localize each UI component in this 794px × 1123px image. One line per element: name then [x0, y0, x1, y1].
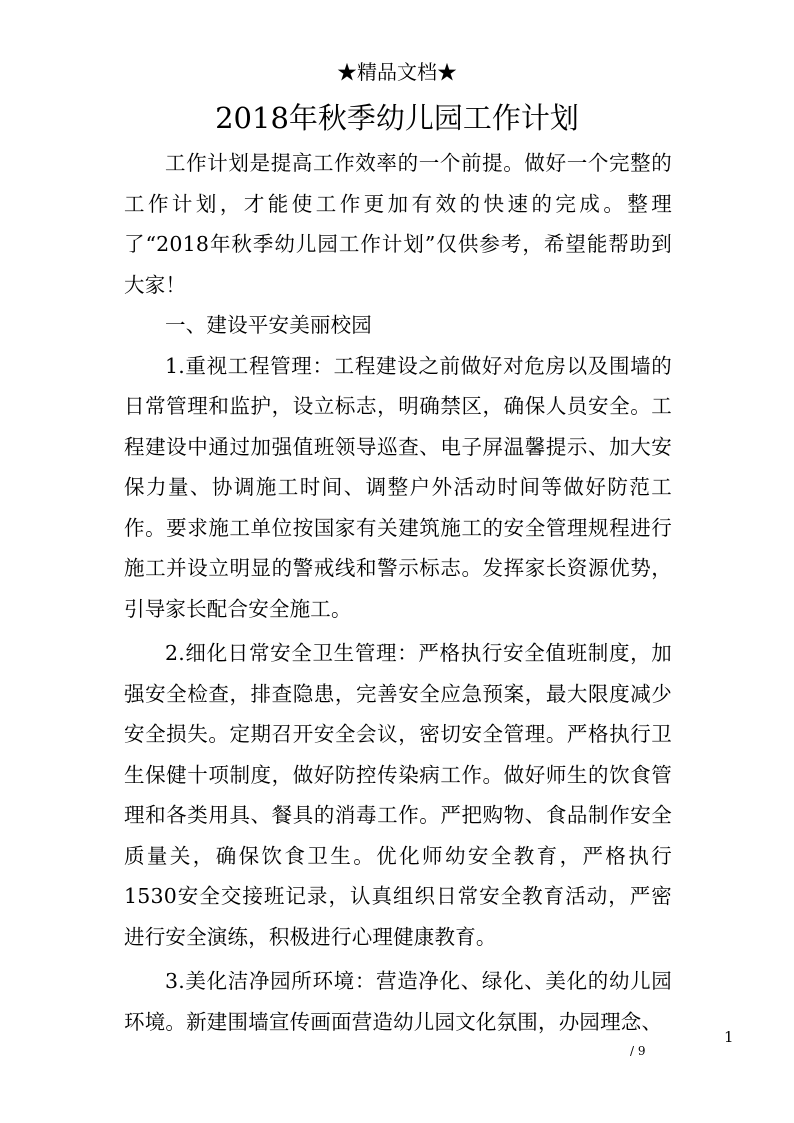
intro-paragraph: 工作计划是提高工作效率的一个前提。做好一个完整的工作计划，才能使工作更加有效的快速的完成。整理了“2018年秋季幼儿园工作计划”仅供参考，希望能帮助到大家！	[124, 151, 672, 297]
document-header: ★精品文档★	[337, 60, 457, 84]
page-total: / 9	[630, 1044, 646, 1058]
page-number: 1	[724, 1028, 734, 1046]
document-body	[124, 143, 672, 1042]
paragraph-2: 2.细化日常安全卫生管理：严格执行安全值班制度，加强安全检查，排查隐患，完善安全应急预案，最大限度减少安全损失。定期召开安全会议，密切安全管理。严格执行卫生保健十项制度，做好防控传染病工作。做好师生的饮食管理和各类用具、餐具的消毒工作。严把购物、食品制作安全质量关，确保饮食卫生。优化师幼安全教育，严格执行1530安全交接班记录，认真组织日常安全教育活动，严密进行安全演练，积极进行心理健康教育。	[124, 641, 672, 949]
paragraph-3: 3.美化洁净园所环境：营造净化、绿化、美化的幼儿园环境。新建围墙宣传画面营造幼儿园文化氛围，办园理念、	[124, 969, 672, 1034]
section-heading: 一、建设平安美丽校园	[165, 313, 372, 337]
document-title: 2018年秋季幼儿园工作计划	[215, 101, 579, 135]
paragraph-1: 1.重视工程管理：工程建设之前做好对危房以及围墙的日常管理和监护，设立标志，明确禁区，确保人员安全。工程建设中通过加强值班领导巡查、电子屏温馨提示、加大安保力量、协调施工时间、调整户外活动时间等做好防范工作。要求施工单位按国家有关建筑施工的安全管理规程进行施工并设立明显的警戒线和警示标志。发挥家长资源优势，引导家长配合安全施工。	[124, 353, 672, 621]
